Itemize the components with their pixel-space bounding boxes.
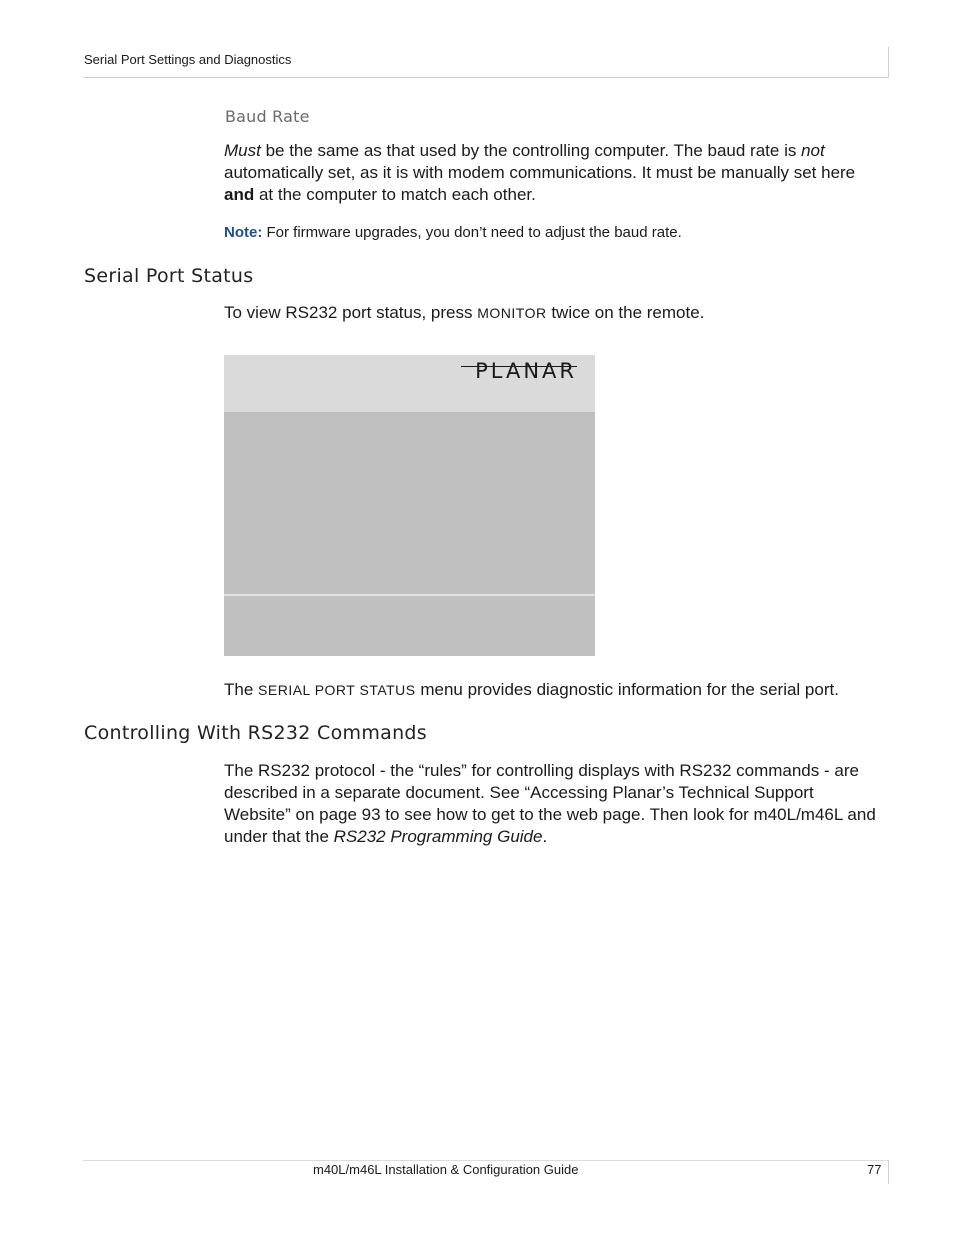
emphasis-not: not [801,141,825,160]
header-rule-vertical [888,47,889,78]
baud-rate-paragraph: Must be the same as that used by the controlling computer. The baud rate is not automatically set, as it is with modem communications. It must be manually set here and at the computer to match each other. [224,141,856,204]
rs232-paragraph: The RS232 protocol - the “rules” for controlling displays with RS232 commands - are described in a separate document. See “Accessing Planar’s Technical Support Website” on page 93 to see how to get to the web page. Then look for m40L/m46L and under that the RS232 Programming Guide. [224,761,876,846]
footer-rule [83,1160,889,1161]
serial-port-status-heading: Serial Port Status [84,265,254,287]
note-label: Note: [224,224,263,241]
running-header: Serial Port Settings and Diagnostics [84,52,292,67]
serial-port-status-caption: The SERIAL PORT STATUS menu provides diagnostic information for the serial port. [224,680,839,699]
emphasis-must: Must [224,141,261,160]
baud-rate-note: Note: For firmware upgrades, you don’t need to adjust the baud rate. [224,224,682,241]
header-rule [83,77,889,78]
footer-rule-vertical [888,1160,889,1184]
planar-logo: PLANAR [475,359,577,383]
osd-divider [224,594,595,596]
serial-port-status-intro: To view RS232 port status, press MONITOR twice on the remote. [224,303,705,322]
page-number: 77 [867,1162,882,1177]
footer-title: m40L/m46L Installation & Configuration Guide [313,1162,579,1177]
osd-screenshot [224,355,595,656]
rs232-guide-title: RS232 Programming Guide [333,827,543,846]
menu-name: SERIAL PORT STATUS [258,682,416,698]
monitor-key-label: MONITOR [477,305,547,321]
baud-rate-heading: Baud Rate [225,107,310,126]
osd-title-bar [224,355,595,412]
rs232-heading: Controlling With RS232 Commands [84,722,427,744]
emphasis-and: and [224,185,255,204]
